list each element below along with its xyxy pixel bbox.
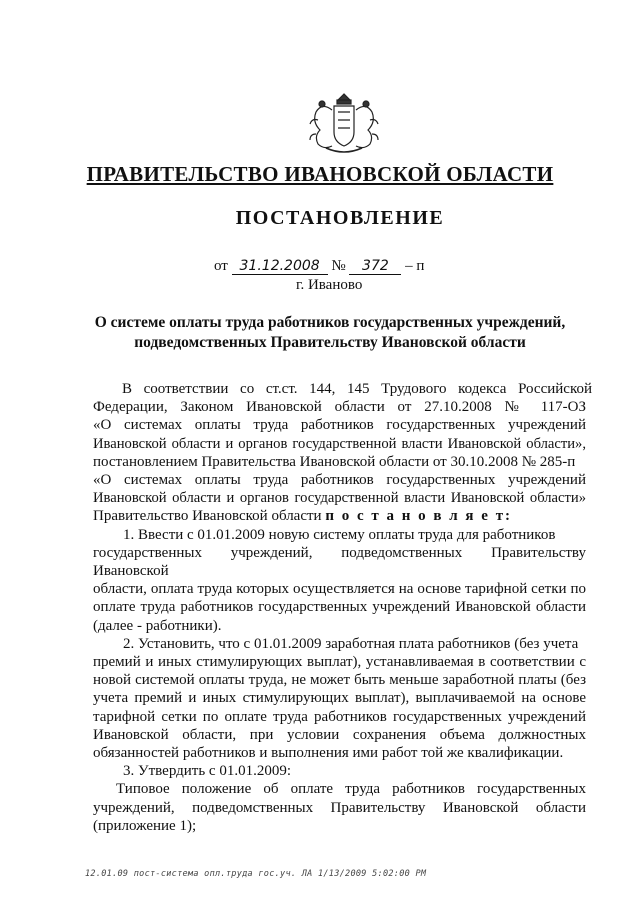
number-suffix: – п	[405, 258, 425, 274]
document-body	[93, 380, 592, 835]
body-line: «О системах оплаты труда работников государственных учреждений	[93, 472, 586, 489]
body-line: В соответствии со ст.ст. 144, 145 Трудового кодекса Российской	[122, 381, 592, 397]
government-title: ПРАВИТЕЛЬСТВО ИВАНОВСКОЙ ОБЛАСТИ	[86, 162, 554, 186]
body-line: новой системой оплаты труда, не может быть меньше заработной платы (без	[93, 672, 586, 689]
document-subject	[80, 313, 580, 353]
document-number-line	[214, 258, 424, 275]
body-line: Ивановской области и органов государственной власти Ивановской области»,	[93, 435, 586, 452]
body-line: постановлением Правительства Ивановской области от 30.10.2008 № 285-п	[93, 453, 576, 470]
body-line: Федерации, Законом Ивановской области от 27.10.2008 № 117-ОЗ	[93, 399, 586, 416]
body-line: обязанностей работников и выполнения ими работ той же квалификации.	[93, 745, 564, 762]
city-line: г. Иваново	[296, 277, 363, 293]
number-label: №	[331, 258, 346, 274]
intro-last-text: Правительство Ивановской области	[93, 508, 322, 525]
body-line: тарифной сетки по оплате труда работников государственных учреждений	[93, 708, 586, 725]
body-line: государственных учреждений, подведомственных Правительству Ивановской	[93, 544, 586, 580]
coat-of-arms-emblem	[304, 90, 384, 156]
body-line: 2. Установить, что с 01.01.2009 заработная плата работников (без учета	[123, 635, 579, 652]
body-line: (далее - работники).	[93, 617, 222, 634]
body-line	[93, 507, 586, 525]
from-label: от	[214, 258, 228, 274]
body-line: Ивановской области, при условии сохранения объема должностных	[93, 726, 586, 743]
document-date: 31.12.2008	[232, 258, 328, 275]
body-line: учета премий и иных стимулирующих выплат), выплачиваемой на основе	[93, 690, 586, 707]
body-line: учреждений, подведомственных Правительству Ивановской области	[93, 799, 586, 816]
body-line: оплате труда работников государственных учреждений Ивановской области	[93, 599, 586, 616]
document-number: 372	[349, 258, 401, 275]
body-line: 1. Ввести с 01.01.2009 новую систему оплаты труда для работников	[123, 526, 556, 543]
body-line: 3. Утвердить с 01.01.2009:	[123, 763, 292, 780]
subject-line: О системе оплаты труда работников государственных учреждений,	[94, 314, 566, 331]
document-type-title: ПОСТАНОВЛЕНИЕ	[235, 207, 445, 229]
subject-line: подведомственных Правительству Ивановской области	[134, 334, 526, 351]
body-line: Типовое положение об оплате труда работников государственных	[116, 781, 586, 798]
body-line: «О системах оплаты труда работников государственных учреждений	[93, 417, 586, 434]
file-path-footer: 12.01.09 пост-система опл.труда гос.уч. ЛА 1/13/2009 5:02:00 PM	[85, 869, 427, 879]
body-line: премий и иных стимулирующих выплат), устанавливаемая в соответствии с	[93, 654, 586, 671]
body-line: (приложение 1);	[93, 817, 197, 834]
decrees-text: п о с т а н о в л я е т:	[325, 508, 513, 525]
body-line: области, оплата труда которых осуществляется на основе тарифной сетки по	[93, 581, 586, 598]
body-line: Ивановской области и органов государственной власти Ивановской области»	[93, 490, 586, 507]
